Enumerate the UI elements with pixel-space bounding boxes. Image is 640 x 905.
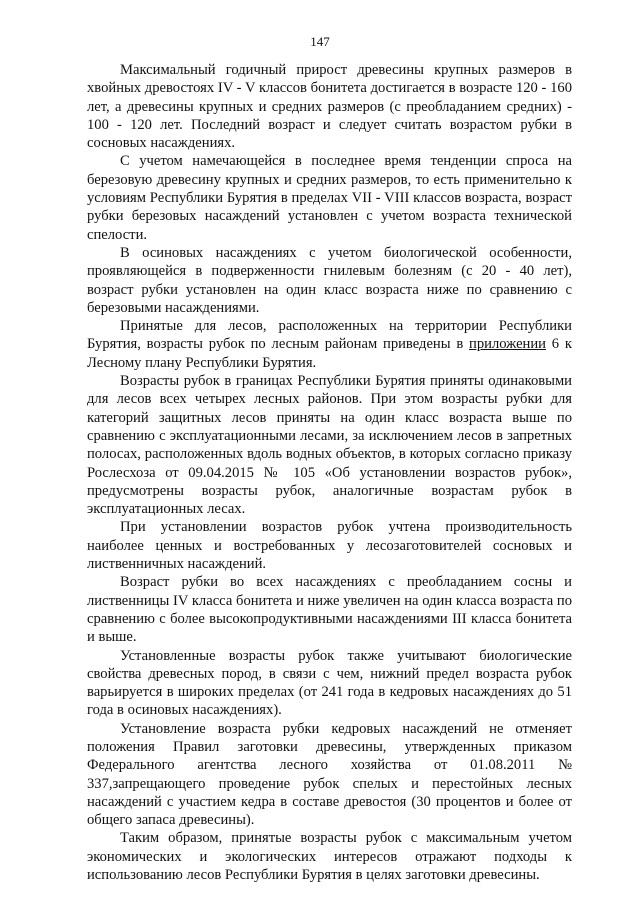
paragraph-uniform-harvest-ages: Возрасты рубок в границах Республики Бурятия приняты одинаковыми для лесов всех четырех лесных районов. При этом возрасты рубки для категорий защитных лесов приняты на один класс возраста выше по сравнению с эксплуатационными лесами, за исключением лесов в запретных полосах, расположенных вдоль водных объектов, в которых согласно приказу Рослесхоза от 09.04.2015 № 105 «Об установлении возрастов рубок», предусмотрены возрасты рубок, аналогичные возрастам рубок в эксплуатационных лесах. [87, 373, 572, 518]
paragraph-birch-harvest-age: С учетом намечающейся в последнее время тенденции спроса на березовую древесину крупных и средних размеров, то есть применительно к условиям Республики Бурятия в пределах VII - VIII классов возраста, возраст рубки березовых насаждений установлен с учетом возраста технической спелости. [87, 153, 572, 243]
paragraph-text-after-link: 6 к Лесному плану Республики Бурятия. [87, 336, 572, 371]
paragraph-harvest-age-conifers: Максимальный годичный прирост древесины крупных размеров в хвойных древостоях IV - V классов бонитета достигается в возрасте 120 - 160 лет, а древесины крупных и средних размеров (с преобладанием средних) - 100 - 120 лет. Последний возраст и следует считать возрастом рубки в сосновых насаждениях. [87, 62, 572, 152]
paragraph-pine-larch-age: Возраст рубки во всех насаждениях с преобладанием сосны и лиственницы IV класса бонитета и ниже увеличен на один класса возраста по сравнению с более высокопродуктивными насаждениями III класса бонитета и выше. [87, 574, 572, 646]
paragraph-appendix-reference [87, 317, 572, 372]
paragraph-aspen-harvest-age: В осиновых насаждениях с учетом биологической особенности, проявляющейся в подверженности гнилевым болезням (с 20 - 40 лет), возраст рубки установлен на один класс возраста ниже по сравнению с березовыми насаждениями. [87, 244, 572, 316]
paragraph-text-before-link: Принятые для лесов, расположенных на территории Республики Бурятия, возрасты рубок по лесным районам приведены в [87, 318, 572, 353]
paragraph-cedar-rules: Установление возраста рубки кедровых насаждений не отменяет положения Правил заготовки древесины, утвержденных приказом Федерального агентства лесного хозяйства от 01.08.2011 № 337,запрещающего проведение рубок спелых и перестойных лесных насаждений с участием кедра в составе древостоя (30 процентов и более от общего запаса древесины). [87, 720, 572, 829]
document-body [87, 61, 572, 884]
paragraph-productivity: При установлении возрастов рубок учтена производительность наиболее ценных и востребованных у лесозаготовителей сосновых и лиственничных насаждений. [87, 519, 572, 573]
appendix-link[interactable]: приложении [469, 336, 546, 353]
page-number: 147 [310, 34, 330, 49]
paragraph-biological-properties: Установленные возрасты рубок также учитывают биологические свойства древесных пород, в связи с чем, нижний предел возраста рубок варьируется в широких пределах (от 241 года в кедровых насаждениях до 51 года в осиновых насаждениях). [87, 647, 572, 719]
paragraph-conclusion: Таким образом, принятые возрасты рубок с максимальным учетом экономических и экологических интересов отражают подходы к использованию лесов Республики Бурятия в целях заготовки древесины. [87, 830, 572, 884]
